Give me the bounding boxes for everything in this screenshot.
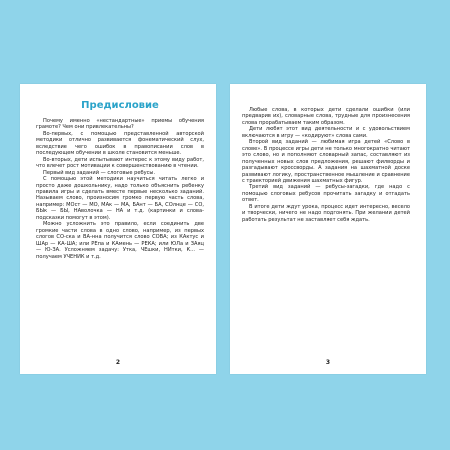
right-page-body [242,107,410,223]
paragraph: Первый вид заданий — слоговые ребусы. [43,169,156,176]
page-number: 3 [325,359,331,366]
paragraph: В итоге дети ждут урока, процесс идет интересно, весело и творчески, ничего не надо подгонять. При желании детей работать результат не заставляет себя ждать. [242,203,410,223]
paragraph: Дети любят этот вид деятельности и с удовольствием включаются в игру — «кодируют» слова сами. [242,126,410,139]
paragraph: Любые слова, в которых дети сделали ошибки (или предварив их), словарные слова, трудные для произнесения слова прорабатываем таким образом. [242,107,410,126]
paragraph: С помощью этой методики научиться читать легко и просто даже дошкольнику, надо только объяснить ребенку правила игры и сделать вместе первые несколько заданий. Называем слово, произносим громко первую часть слова, например: МОст — МО, МАк — МА, БАнт — БА, СОлнце — СО, БЫк — БЫ, НАволочка — НА и т.д. (картинки и слова-подсказки помогут в этом). [36,176,204,221]
left-page-body [36,118,204,260]
paragraph: Во-первых, с помощью представленной авторской методики отлично развивается фонематический слух, вследствие чего ошибок в правописании слов в последующем обучении в школе становится меньше. [36,130,204,157]
left-page [20,84,216,374]
page-title: Предисловие [81,100,159,111]
paragraph: Третий вид заданий — ребусы-загадки, где надо с помощью слоговых ребусов прочитать загадку и отгадать ответ. [242,184,410,204]
paragraph: Во-вторых, дети испытывают интерес к этому виду работ, что влечет рост мотивации к совершенствованию в чтении. [36,156,204,170]
right-page [230,84,426,374]
page-number: 2 [115,359,121,366]
paragraph: Второй вид заданий — любимая игра детей «Слово в слове». В процессе игры дети не только многократно читают это слово, но и пополняют словарный запас, составляют из полученных новых слов предложения, решают филворды и разгадывают кроссворды. А задания на шахматной доске развивают логику, пространственное мышление и сравнение с траекторией движения шахматных фигур. [242,139,410,184]
paragraph: Почему именно «нестандартные» приемы обучения грамоте? Чем они привлекательны? [36,118,204,131]
paragraph: Можно усложнить это правило, если соединить две громкие части слова в одно слово, например, из первых слогов СО-ска и ВА-нна получится слово СОВА; из КАктус и ШАр — КА-ША; или РЕпа и КАмень — РЕКА; или ЮЛа и ЗАяц — Ю-ЗА. Усложняем задачу: Утка, ЧЕшки, НИтки, К... — получаем УЧЕНИК и т.д. [36,221,204,260]
